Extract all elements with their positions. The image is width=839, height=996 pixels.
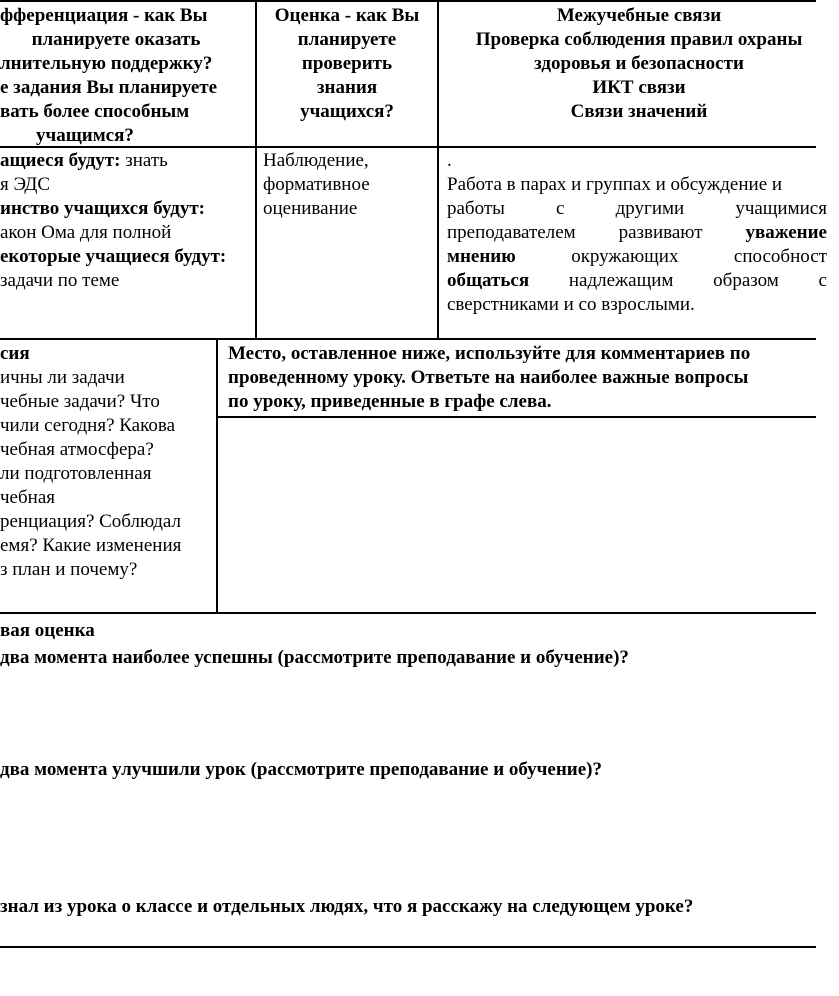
assessment-line: формативное (263, 174, 370, 195)
header-col3-line: ИКТ связи (592, 77, 686, 98)
word: надлежащим (568, 270, 674, 291)
reflection-line: емя? Какие изменения (0, 535, 182, 556)
header-assessment (257, 4, 437, 124)
learners-most-text: акон Ома для полной (0, 222, 172, 243)
reflection-title: сия (0, 343, 30, 364)
evaluation-bottom-border (0, 946, 816, 948)
cross-curricular-line: Работа в парах и группах и обсуждение и (447, 174, 783, 195)
header-col1-line: е задания Вы планируете (0, 77, 218, 98)
cross-curricular-line (447, 269, 827, 293)
evaluation-question-3: знал из урока о классе и отдельных людях, что я расскажу на следующем уроке? (0, 896, 694, 917)
header-col1-line: лнительную поддержку? (0, 53, 213, 74)
assessment-line: Наблюдение, (263, 150, 369, 171)
header-col1-line: вать более способным (0, 101, 190, 122)
cross-curricular-line (447, 221, 827, 245)
cross-curricular-content (447, 149, 827, 317)
learners-some-label: екоторые учащиеся будут: (0, 246, 227, 267)
learners-all-label: ащиеся будут: (0, 150, 121, 171)
comment-instruction-line: Место, оставленное ниже, используйте для комментариев по (228, 343, 751, 364)
cross-curricular-line (447, 245, 827, 269)
learners-most-label: инство учащихся будут: (0, 198, 206, 219)
cross-curricular-line (447, 197, 827, 221)
reflection-line: ли подготовленная (0, 463, 152, 484)
cross-curricular-line: сверстниками и со взрослыми. (447, 294, 695, 315)
learners-all-text: знать (120, 150, 168, 171)
word: с (818, 270, 827, 291)
word: работы (447, 198, 505, 219)
reflection-line: чебные задачи? Что (0, 391, 160, 412)
evaluation-title: вая оценка (0, 620, 95, 641)
header-col2-line: планируете (297, 29, 397, 50)
assessment-content (263, 149, 435, 221)
reflection-line: ренциация? Соблюдал (0, 511, 181, 532)
header-col1-line: фференциация - как Вы (0, 5, 208, 26)
differentiation-content (0, 149, 254, 293)
word: образом (713, 270, 779, 291)
header-differentiation (0, 4, 252, 148)
word: окружающих (571, 246, 679, 267)
header-col2-line: учащихся? (300, 101, 394, 122)
header-col1-line: учащимся? (36, 125, 134, 146)
assessment-line: оценивание (263, 198, 358, 219)
comment-instruction-line: по уроку, приведенные в графе слева. (228, 391, 552, 412)
learners-some-text: задачи по теме (0, 270, 120, 291)
reflection-line: ичны ли задачи (0, 367, 125, 388)
word: уважение (745, 222, 827, 243)
header-cross-curricular (439, 4, 839, 124)
reflection-comment-area[interactable] (218, 418, 816, 612)
evaluation-answer-2-area[interactable] (0, 784, 816, 884)
comment-instruction-line: проведенному уроку. Ответьте на наиболее важные вопросы (228, 367, 749, 388)
header-col3-line: Связи значений (570, 101, 708, 122)
header-col2-line: проверить (301, 53, 393, 74)
reflection-line: з план и почему? (0, 559, 138, 580)
evaluation-answer-3-area[interactable] (0, 921, 816, 945)
word: другими (615, 198, 685, 219)
reflection-line: чебная атмосфера? (0, 439, 154, 460)
cross-curricular-dot: . (447, 150, 452, 171)
word: учащимися (735, 198, 827, 219)
word: с (556, 198, 565, 219)
header-col3-line: Проверка соблюдения правил охраны (475, 29, 803, 50)
row2-bottom-border (0, 338, 816, 340)
reflection-comment-instructions (228, 342, 816, 414)
reflection-questions (0, 342, 214, 582)
word: преподавателем (447, 222, 576, 243)
header-col2-line: знания (316, 77, 378, 98)
header-col1-line: планируете оказать (31, 29, 201, 50)
header-col3-line: здоровья и безопасности (534, 53, 744, 74)
header-col2-line: Оценка - как Вы (274, 5, 420, 26)
evaluation-question-1: два момента наиболее успешны (рассмотрите преподавание и обучение)? (0, 647, 629, 668)
word: мнению (447, 246, 516, 267)
table-top-border (0, 0, 816, 2)
evaluation-question-2: два момента улучшили урок (рассмотрите преподавание и обучение)? (0, 759, 602, 780)
word: общаться (447, 270, 530, 291)
reflection-line: чебная (0, 487, 55, 508)
header-col3-line: Межучебные связи (556, 5, 722, 26)
evaluation-answer-1-area[interactable] (0, 672, 816, 752)
reflection-line: чили сегодня? Какова (0, 415, 176, 436)
word: развивают (618, 222, 703, 243)
word: способност (733, 246, 827, 267)
learners-all-text-cont: я ЭДС (0, 174, 51, 195)
reflection-bottom-border (0, 612, 816, 614)
